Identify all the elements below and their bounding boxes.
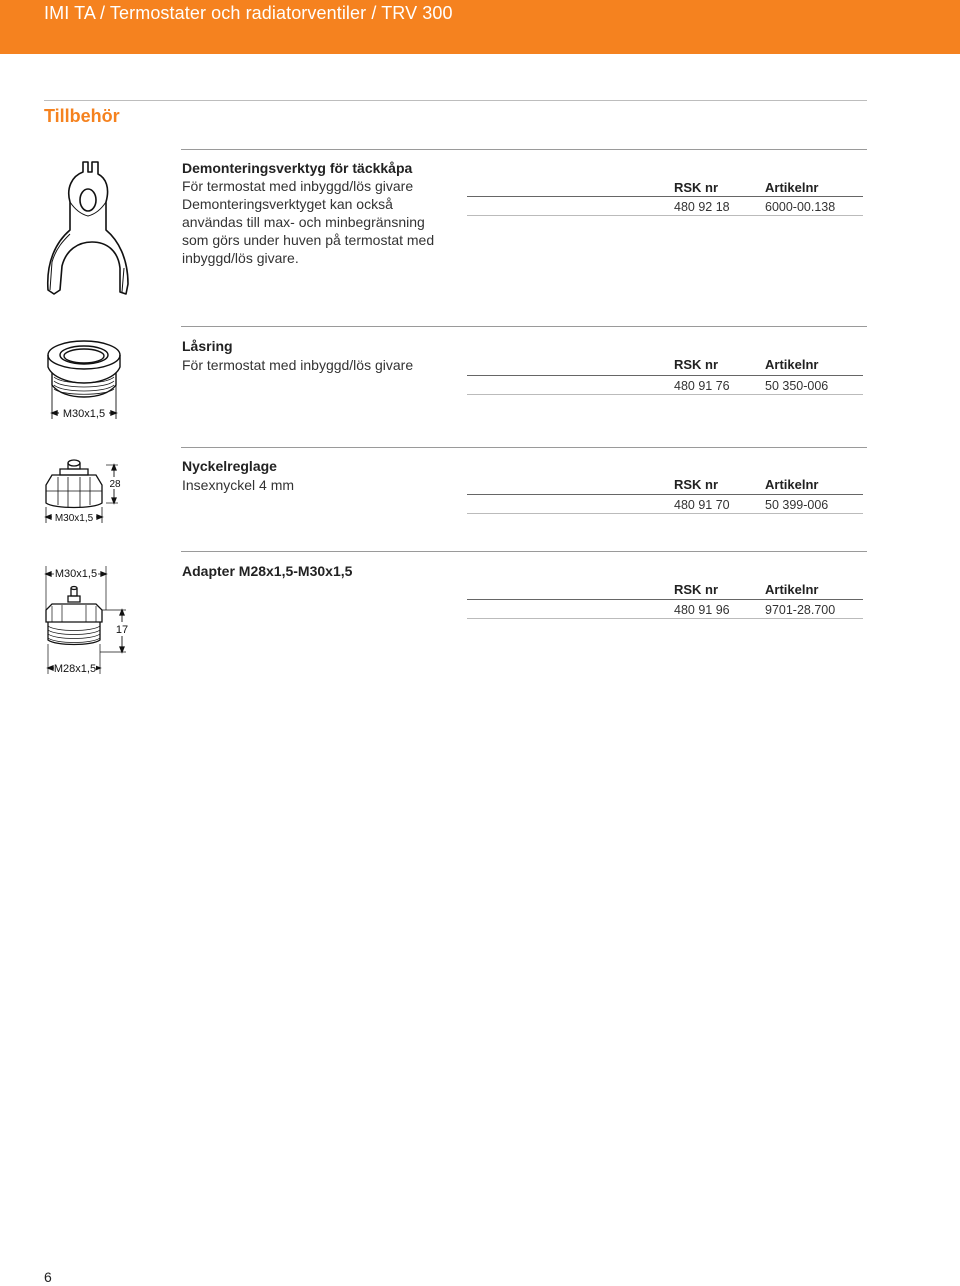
- table-rule: [467, 215, 863, 216]
- item-description: [182, 177, 472, 267]
- page-header: [0, 0, 960, 54]
- table-rule: [467, 394, 863, 395]
- key-operated-cap-icon: [38, 455, 134, 527]
- artikel-value: 6000-00.138: [765, 200, 836, 214]
- item-title: Låsring: [182, 338, 233, 354]
- item-title: Nyckelreglage: [182, 458, 277, 474]
- artikel-header: Artikelnr: [765, 180, 819, 195]
- rsk-value: 480 91 70: [674, 498, 730, 512]
- description-line: användas till max- och minbegränsning: [182, 214, 425, 230]
- table-rule: [467, 599, 863, 600]
- rsk-header: RSK nr: [674, 582, 719, 597]
- header-title: IMI TA / Termostater och radiatorventiler / TRV 300: [44, 3, 453, 23]
- artikel-header: Artikelnr: [765, 357, 819, 372]
- description-line: inbyggd/lös givare.: [182, 250, 299, 266]
- artikel-value: 50 350-006: [765, 379, 829, 393]
- item-description: [182, 476, 472, 494]
- table-rule: [467, 494, 863, 495]
- artikel-header: Artikelnr: [765, 582, 819, 597]
- rsk-value: 480 91 96: [674, 603, 730, 617]
- item-divider: [181, 326, 867, 327]
- section-divider: [44, 100, 867, 101]
- top-thread-dimension-label: M30x1,5: [54, 568, 98, 580]
- description-line: som görs under huven på termostat med: [182, 232, 435, 248]
- adapter-icon: [40, 562, 136, 678]
- table-rule: [467, 513, 863, 514]
- description-line: Demonteringsverktyget kan också: [182, 196, 393, 212]
- description-line: För termostat med inbyggd/lös givare: [182, 178, 414, 194]
- height-dimension-label: 28: [109, 479, 121, 490]
- rsk-header: RSK nr: [674, 180, 719, 195]
- locking-ring-icon: [38, 333, 128, 428]
- bottom-thread-dimension-label: M28x1,5: [53, 663, 97, 675]
- rsk-header: RSK nr: [674, 357, 719, 372]
- table-rule: [467, 375, 863, 376]
- section-title: Tillbehör: [44, 106, 120, 126]
- artikel-value: 9701-28.700: [765, 603, 836, 617]
- table-rule: [467, 196, 863, 197]
- item-title: Demonteringsverktyg för täckkåpa: [182, 160, 413, 176]
- thread-dimension-label: M30x1,5: [62, 408, 106, 420]
- rsk-header: RSK nr: [674, 477, 719, 492]
- item-divider: [181, 447, 867, 448]
- description-line: Insexnyckel 4 mm: [182, 477, 295, 493]
- height-dimension-label: 17: [115, 624, 129, 636]
- artikel-value: 50 399-006: [765, 498, 829, 512]
- artikel-header: Artikelnr: [765, 477, 819, 492]
- table-rule: [467, 618, 863, 619]
- removal-tool-icon: [40, 158, 140, 300]
- description-line: För termostat med inbyggd/lös givare: [182, 357, 414, 373]
- rsk-value: 480 92 18: [674, 200, 730, 214]
- page-number: 6: [44, 1269, 52, 1285]
- item-divider: [181, 551, 867, 552]
- thread-dimension-label: M30x1,5: [54, 513, 94, 524]
- item-title: Adapter M28x1,5-M30x1,5: [182, 563, 353, 579]
- item-divider: [181, 149, 867, 150]
- rsk-value: 480 91 76: [674, 379, 730, 393]
- item-description: [182, 356, 472, 374]
